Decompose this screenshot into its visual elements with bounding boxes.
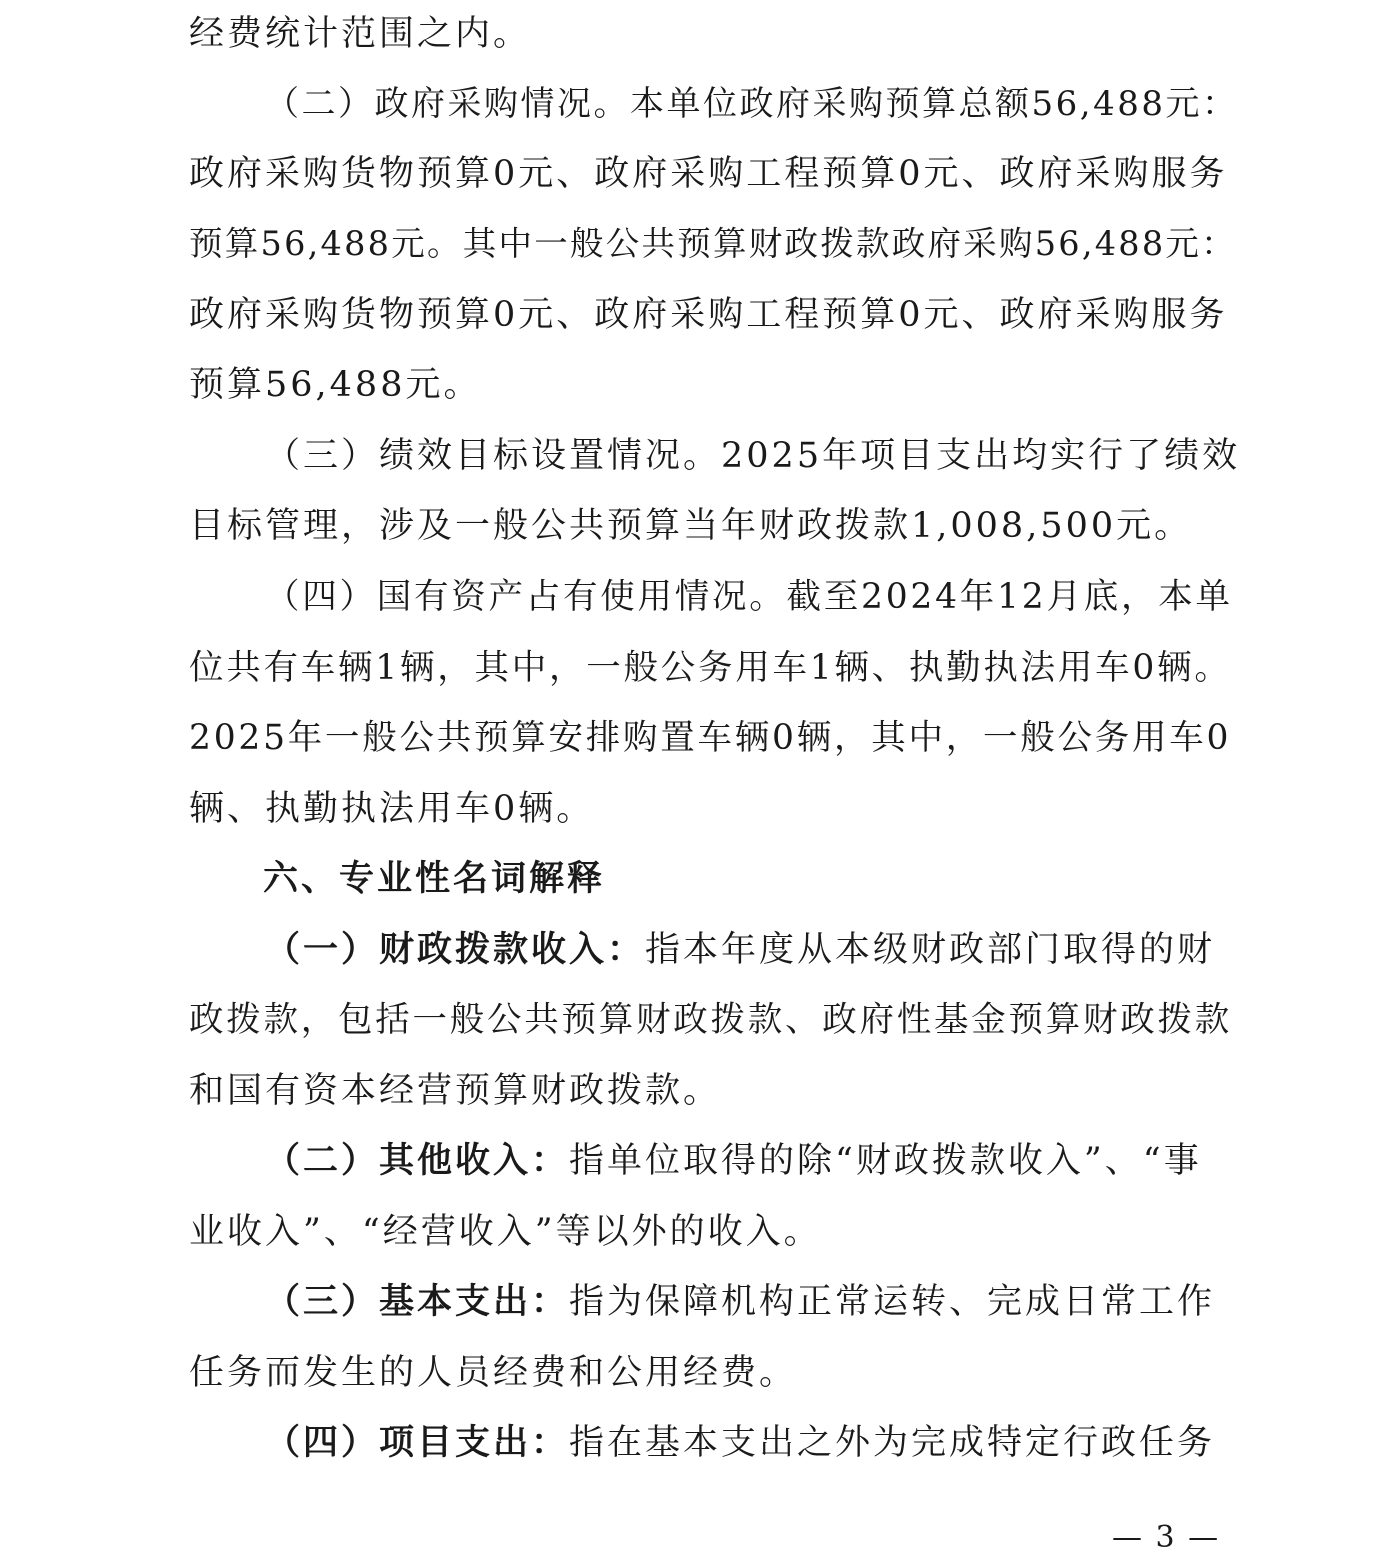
line-text: 和国有资本经营预算财政拨款。 bbox=[189, 1071, 722, 1111]
text-line bbox=[189, 1202, 1249, 1262]
line-text: 目标管理，涉及一般公共预算当年财政拨款1,008,500元。 bbox=[189, 506, 1193, 546]
line-text: 经费统计范围之内。 bbox=[189, 14, 532, 54]
line-text: 政拨款，包括一般公共预算财政拨款、政府性基金预算财政拨款 bbox=[189, 1000, 1232, 1040]
text-line bbox=[189, 355, 1249, 415]
term-heading: （二）其他收入： bbox=[265, 1141, 570, 1181]
item-heading: （三）绩效目标设置情况。 bbox=[265, 436, 722, 476]
line-text: 位共有车辆1辆，其中，一般公务用车1辆、执勤执法用车0辆。 bbox=[189, 648, 1232, 688]
line-text: 指本年度从本级财政部门取得的财 bbox=[645, 930, 1216, 970]
item-heading: （四）国有资产占有使用情况。 bbox=[265, 577, 787, 617]
text-line bbox=[189, 285, 1249, 345]
section-heading-text: 六、专业性名词解释 bbox=[263, 859, 606, 899]
line-text: 预算56,488元。其中一般公共预算财政拨款政府采购56,488元： bbox=[189, 224, 1237, 263]
text-line bbox=[189, 1131, 1249, 1191]
page-number: — 3 — bbox=[1112, 1520, 1221, 1555]
text-line bbox=[189, 567, 1249, 627]
text-line bbox=[189, 74, 1249, 134]
term-heading: （三）基本支出： bbox=[265, 1282, 570, 1322]
line-text: 任务而发生的人员经费和公用经费。 bbox=[189, 1353, 798, 1393]
term-heading: （一）财政拨款收入： bbox=[265, 930, 646, 970]
line-text: 2025年一般公共预算安排购置车辆0辆，其中，一般公务用车0 bbox=[189, 718, 1232, 758]
line-text: 辆、执勤执法用车0辆。 bbox=[189, 789, 595, 829]
line-text: 指单位取得的除“财政拨款收入”、“事 bbox=[569, 1141, 1202, 1181]
text-line bbox=[189, 144, 1249, 204]
text-line bbox=[189, 779, 1249, 839]
text-line bbox=[189, 1413, 1249, 1473]
text-line bbox=[189, 1272, 1249, 1332]
line-text: 政府采购货物预算0元、政府采购工程预算0元、政府采购服务 bbox=[189, 154, 1228, 194]
text-line bbox=[189, 426, 1249, 486]
text-line bbox=[189, 1343, 1249, 1403]
text-line bbox=[189, 214, 1249, 274]
section-heading bbox=[189, 849, 1249, 909]
line-text: 预算56,488元。 bbox=[189, 365, 482, 405]
text-line bbox=[189, 708, 1249, 768]
text-line bbox=[189, 638, 1249, 698]
line-text: 指在基本支出之外为完成特定行政任务 bbox=[569, 1423, 1216, 1463]
term-heading: （四）项目支出： bbox=[265, 1423, 570, 1463]
text-line bbox=[189, 1061, 1249, 1121]
line-text: 业收入”、“经营收入”等以外的收入。 bbox=[189, 1212, 822, 1252]
text-line bbox=[189, 496, 1249, 556]
item-heading: （二）政府采购情况。 bbox=[265, 84, 630, 124]
text-line bbox=[189, 4, 1249, 64]
line-text: 指为保障机构正常运转、完成日常工作 bbox=[569, 1282, 1216, 1322]
text-line bbox=[189, 990, 1249, 1050]
line-text: 2025年项目支出均实行了绩效 bbox=[721, 436, 1241, 476]
text-line bbox=[189, 920, 1249, 980]
line-text: 截至2024年12月底，本单 bbox=[786, 577, 1233, 617]
line-text: 政府采购货物预算0元、政府采购工程预算0元、政府采购服务 bbox=[189, 295, 1228, 335]
line-text: 本单位政府采购预算总额56,488元： bbox=[630, 84, 1239, 124]
